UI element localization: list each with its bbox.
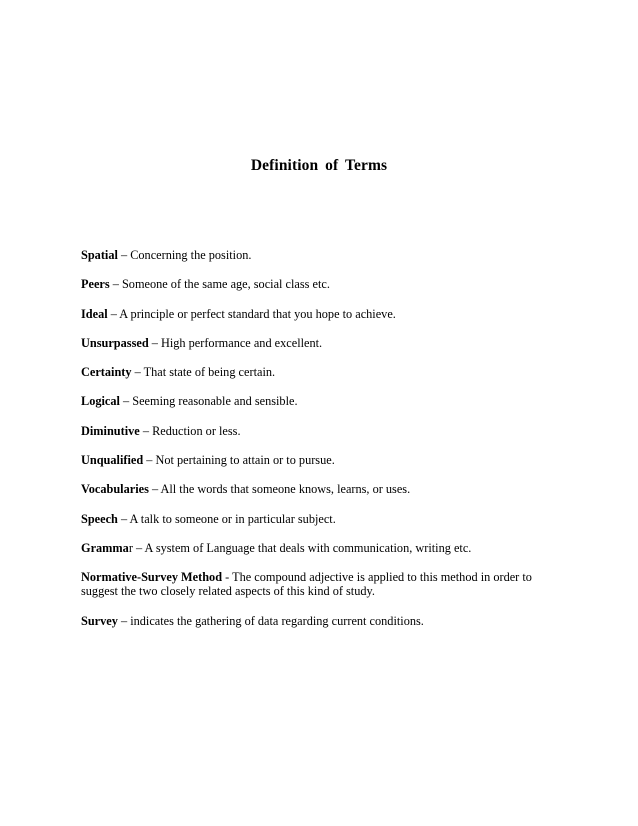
term-entry-logical	[81, 394, 561, 408]
term-definition: A talk to someone or in particular subject.	[129, 511, 336, 526]
term-separator: –	[117, 248, 131, 262]
term-entry-normative-survey-method	[81, 570, 561, 598]
term-separator: –	[107, 306, 120, 321]
term-definition: Seeming reasonable and sensible.	[132, 394, 298, 409]
term-name: Peers	[81, 277, 110, 292]
term-definition: That state of being certain.	[143, 365, 276, 380]
term-definition: A principle or perfect standard that you hope to achieve.	[119, 306, 396, 321]
term-definition: A system of Language that deals with communication, writing etc.	[144, 540, 472, 555]
term-entry-peers	[81, 277, 561, 291]
term-definition: indicates the gathering of data regarding current conditions.	[130, 613, 424, 628]
term-definition: High performance and excellent.	[160, 335, 323, 350]
term-separator: -	[222, 570, 233, 585]
term-separator: –	[143, 453, 156, 468]
term-separator: –	[148, 482, 161, 497]
term-separator: –	[131, 365, 144, 380]
term-separator: –	[139, 423, 153, 438]
term-name: Unsurpassed	[81, 335, 149, 350]
term-separator: –	[117, 613, 131, 628]
term-definition: All the words that someone knows, learns, or uses.	[160, 482, 411, 497]
term-separator: –	[148, 335, 161, 350]
term-entry-unqualified	[81, 453, 561, 467]
term-name: Ideal	[81, 306, 108, 321]
term-name: Vocabularies	[81, 482, 149, 497]
term-separator: –	[132, 540, 145, 555]
term-name: Logical	[81, 394, 120, 409]
term-name: Unqualified	[81, 453, 144, 468]
term-entry-certainty	[81, 365, 561, 379]
term-name: Certainty	[81, 365, 132, 380]
term-entry-speech	[81, 512, 561, 526]
term-definition: Reduction or less.	[152, 423, 241, 438]
term-name: Gramma	[81, 540, 129, 555]
term-name-suffix: r	[128, 540, 133, 555]
term-separator: –	[119, 394, 133, 409]
term-separator: –	[109, 277, 122, 292]
term-entry-unsurpassed	[81, 336, 561, 350]
terms-list	[81, 248, 561, 643]
term-definition: The compound adjective is applied to this method in order to suggest the two closely related aspects of this kind of study.	[81, 570, 532, 599]
term-separator: –	[117, 511, 130, 526]
term-entry-spatial	[81, 248, 561, 262]
term-entry-survey	[81, 614, 561, 628]
term-entry-grammar	[81, 541, 561, 555]
term-definition: Concerning the position.	[130, 248, 252, 262]
term-name: Spatial	[81, 248, 118, 262]
term-name: Normative-Survey Method	[81, 570, 223, 585]
term-definition: Not pertaining to attain or to pursue.	[155, 453, 335, 468]
term-entry-diminutive	[81, 424, 561, 438]
term-name: Speech	[81, 511, 118, 526]
term-name: Survey	[81, 613, 118, 628]
page-title: Definition of Terms	[250, 157, 388, 174]
term-name: Diminutive	[81, 423, 140, 438]
term-entry-vocabularies	[81, 482, 561, 496]
term-definition: Someone of the same age, social class etc.	[121, 277, 330, 292]
term-entry-ideal	[81, 307, 561, 321]
